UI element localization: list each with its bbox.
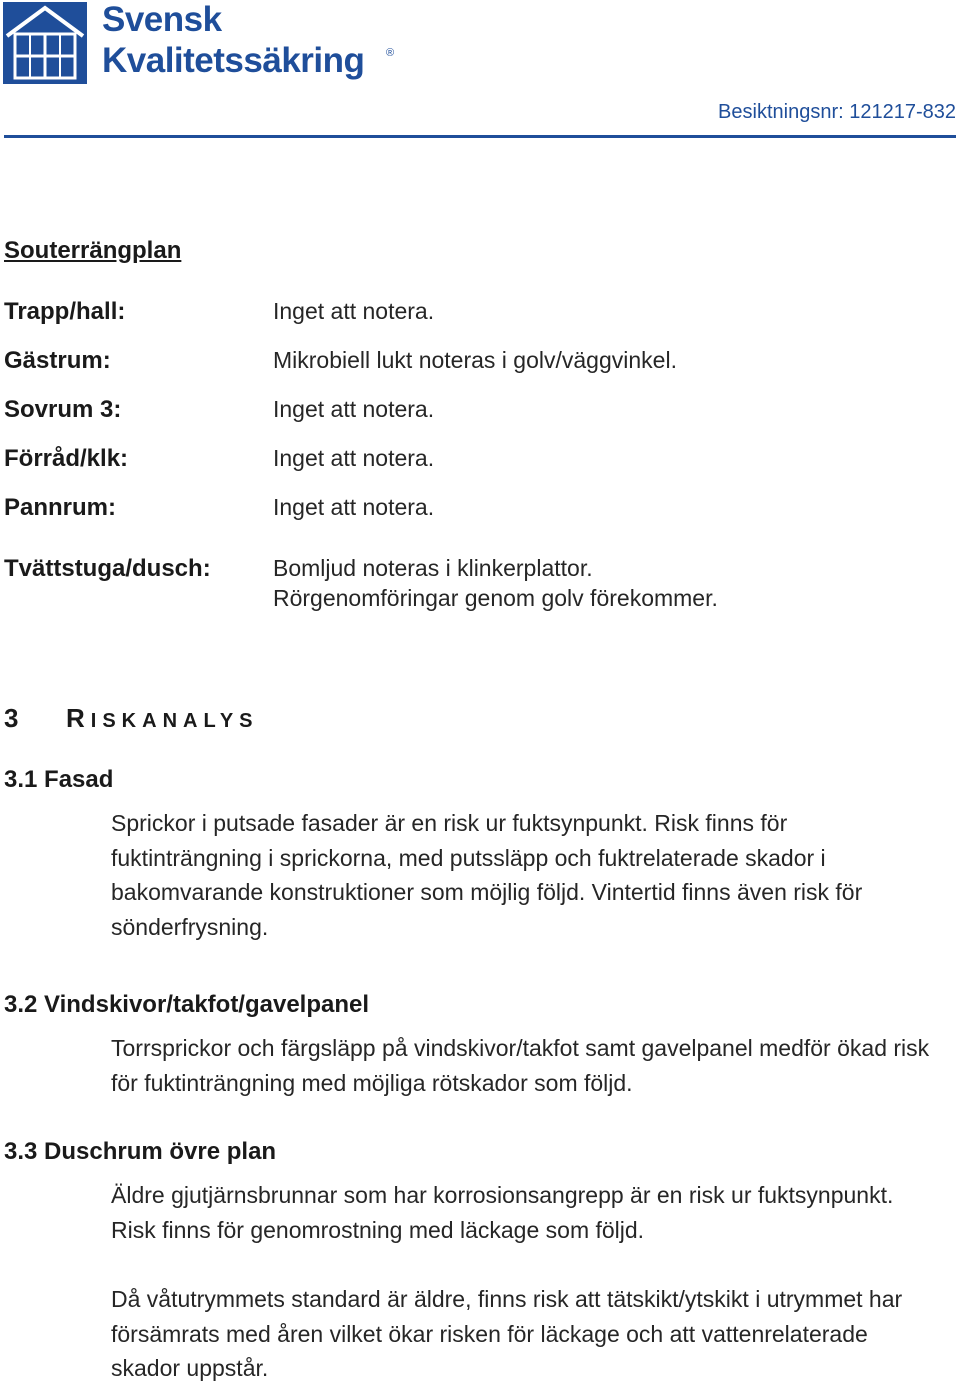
room-label: Sovrum 3: — [4, 396, 122, 423]
chapter-title-initial: R — [66, 703, 91, 733]
chapter-number: 3 — [4, 703, 19, 733]
room-value-line2: Rörgenomföringar genom golv förekommer. — [273, 585, 718, 611]
chapter-title — [66, 703, 259, 734]
room-label: Pannrum: — [4, 494, 117, 521]
room-value: Inget att notera. — [273, 396, 435, 422]
paragraph: Äldre gjutjärnsbrunnar som har korrosionsangrepp är en risk ur fuktsynpunkt. Risk finns för genomrostning med läckage som följd. — [111, 1182, 894, 1243]
subsection-title: 3.3 Duschrum övre plan — [4, 1138, 277, 1165]
house-logo-icon — [3, 2, 87, 84]
paragraph: Torrsprickor och färgsläpp på vindskivor/takfot samt gavelpanel medför ökad risk för fuktinträngning med möjliga rötskador som följd. — [111, 1035, 930, 1096]
room-value: Mikrobiell lukt noteras i golv/väggvinkel. — [273, 347, 677, 373]
brand-name-line2: Kvalitetssäkring — [102, 41, 365, 80]
registered-mark: ® — [386, 47, 395, 59]
room-label: Gästrum: — [4, 347, 111, 374]
room-value: Inget att notera. — [273, 445, 435, 471]
paragraph: Sprickor i putsade fasader är en risk ur fuktsynpunkt. Risk finns för fuktinträngning i sprickorna, med putssläpp och fuktrelaterade skador i bakomvarande konstruktioner som möjlig följd. Vintertid finns även risk för sönderfrysning. — [111, 810, 863, 940]
brand-name-line1: Svensk — [102, 0, 222, 39]
room-value: Inget att notera. — [273, 298, 435, 324]
room-label: Förråd/klk: — [4, 445, 129, 472]
room-value: Inget att notera. — [273, 494, 435, 520]
room-value-line1: Bomljud noteras i klinkerplattor. — [273, 555, 593, 581]
inspection-number: Besiktningsnr: 121217-832 — [718, 101, 956, 123]
subsection-title: 3.1 Fasad — [4, 766, 114, 793]
chapter-title-rest: ISKANALYS — [90, 710, 259, 732]
room-label: Tvättstuga/dusch: — [4, 555, 211, 582]
room-label: Trapp/hall: — [4, 298, 126, 325]
header-divider — [4, 135, 956, 138]
paragraph: Då våtutrymmets standard är äldre, finns risk att tätskikt/ytskikt i utrymmet har försämrats med åren vilket ökar risken för läckage och att vattenrelaterade skador uppstår. — [111, 1286, 903, 1381]
section-title: Souterrängplan — [4, 237, 182, 264]
subsection-title: 3.2 Vindskivor/takfot/gavelpanel — [4, 991, 370, 1018]
